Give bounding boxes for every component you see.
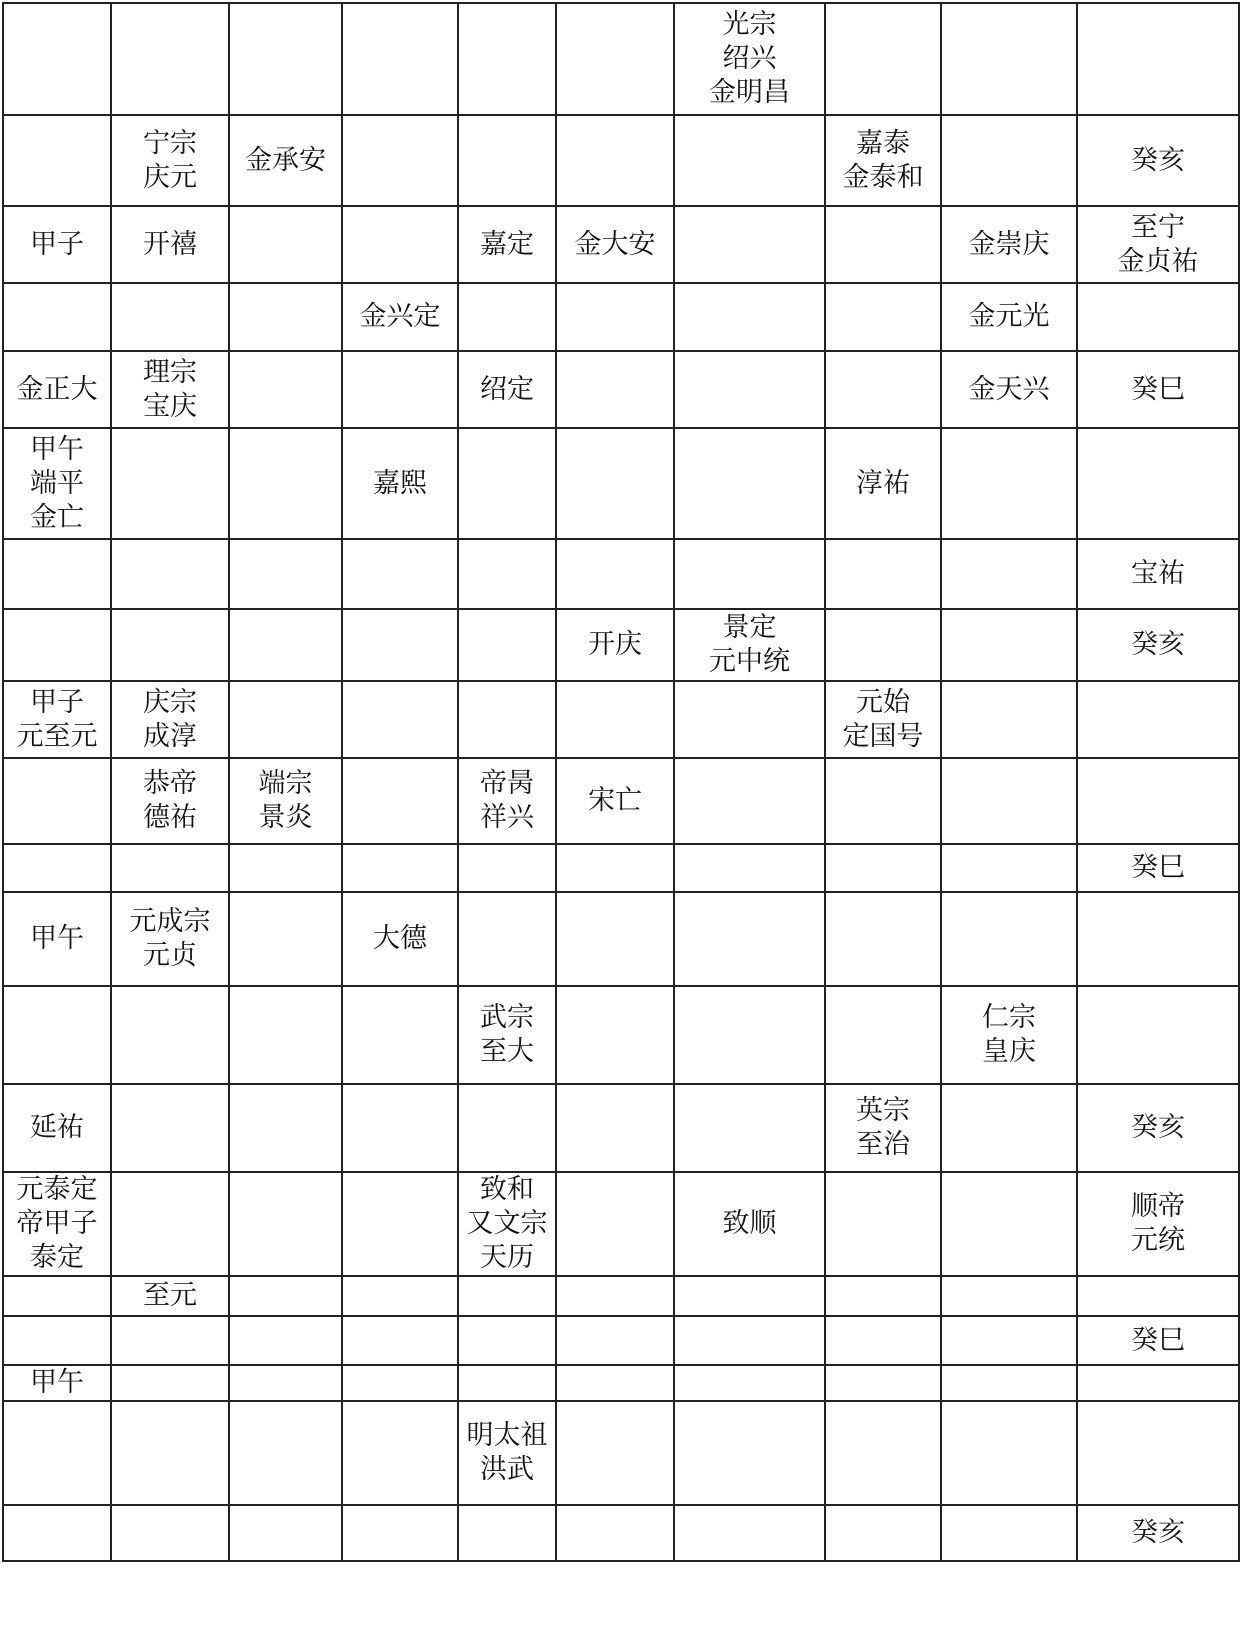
table-cell	[3, 283, 111, 351]
table-cell	[674, 681, 825, 758]
table-cell	[941, 539, 1077, 609]
table-cell	[556, 1276, 674, 1316]
table-cell	[111, 283, 229, 351]
table-cell	[825, 351, 941, 428]
table-cell	[674, 428, 825, 539]
table-cell	[674, 1084, 825, 1172]
table-cell	[556, 1084, 674, 1172]
table-row	[3, 758, 1239, 844]
table-cell	[342, 1316, 458, 1365]
table-cell: 淳祐	[825, 428, 941, 539]
table-cell: 元泰定 帝甲子 泰定	[3, 1172, 111, 1276]
table-cell	[3, 3, 111, 115]
table-cell: 金元光	[941, 283, 1077, 351]
table-cell	[825, 609, 941, 681]
table-row	[3, 1276, 1239, 1316]
table-row	[3, 892, 1239, 986]
table-cell	[825, 758, 941, 844]
table-row	[3, 1172, 1239, 1276]
table-cell	[941, 1316, 1077, 1365]
table-cell	[229, 206, 342, 283]
table-cell	[229, 844, 342, 892]
table-cell	[674, 1401, 825, 1505]
table-cell: 金大安	[556, 206, 674, 283]
table-cell	[825, 1276, 941, 1316]
table-cell: 宁宗 庆元	[111, 115, 229, 206]
table-cell	[825, 283, 941, 351]
table-cell: 甲子	[3, 206, 111, 283]
table-cell	[3, 539, 111, 609]
table-cell	[229, 1084, 342, 1172]
table-cell	[556, 892, 674, 986]
table-cell	[674, 1316, 825, 1365]
table-cell	[458, 892, 556, 986]
table-cell: 仁宗 皇庆	[941, 986, 1077, 1084]
table-cell	[941, 1172, 1077, 1276]
table-cell	[458, 681, 556, 758]
table-row	[3, 3, 1239, 115]
table-row	[3, 351, 1239, 428]
table-cell	[229, 283, 342, 351]
table-row	[3, 283, 1239, 351]
table-cell	[556, 351, 674, 428]
table-cell	[825, 1316, 941, 1365]
table-cell: 绍定	[458, 351, 556, 428]
table-cell	[556, 1505, 674, 1561]
table-cell	[229, 1365, 342, 1401]
table-cell	[342, 115, 458, 206]
table-cell	[1077, 1276, 1239, 1316]
table-row	[3, 539, 1239, 609]
table-cell	[1077, 892, 1239, 986]
table-cell: 明太祖 洪武	[458, 1401, 556, 1505]
table-cell	[111, 986, 229, 1084]
table-cell	[556, 1172, 674, 1276]
table-cell: 甲午	[3, 1365, 111, 1401]
table-cell	[674, 758, 825, 844]
table-cell	[342, 206, 458, 283]
table-cell	[458, 609, 556, 681]
table-cell	[1077, 758, 1239, 844]
table-cell	[342, 1505, 458, 1561]
table-cell	[674, 892, 825, 986]
table-cell: 至宁 金贞祐	[1077, 206, 1239, 283]
table-cell: 甲子 元至元	[3, 681, 111, 758]
table-cell	[825, 1401, 941, 1505]
table-cell: 癸亥	[1077, 1084, 1239, 1172]
table-cell	[3, 1276, 111, 1316]
table-cell	[458, 3, 556, 115]
table-cell	[458, 539, 556, 609]
table-cell	[1077, 986, 1239, 1084]
table-cell	[458, 1505, 556, 1561]
table-row	[3, 1401, 1239, 1505]
table-cell: 金正大	[3, 351, 111, 428]
table-cell	[342, 681, 458, 758]
table-cell	[111, 1172, 229, 1276]
table-cell: 至元	[111, 1276, 229, 1316]
table-cell	[825, 1365, 941, 1401]
table-cell	[1077, 283, 1239, 351]
table-cell: 庆宗 成淳	[111, 681, 229, 758]
table-cell: 光宗 绍兴 金明昌	[674, 3, 825, 115]
table-row	[3, 115, 1239, 206]
table-cell	[3, 1401, 111, 1505]
table-cell: 端宗 景炎	[229, 758, 342, 844]
table-cell	[3, 844, 111, 892]
table-cell	[674, 351, 825, 428]
table-cell	[342, 1401, 458, 1505]
table-cell	[556, 844, 674, 892]
table-cell	[674, 539, 825, 609]
table-cell	[941, 681, 1077, 758]
table-cell: 宝祐	[1077, 539, 1239, 609]
table-cell	[458, 428, 556, 539]
table-row	[3, 1365, 1239, 1401]
table-cell	[1077, 428, 1239, 539]
table-cell	[556, 3, 674, 115]
table-cell	[229, 1316, 342, 1365]
table-cell: 甲午	[3, 892, 111, 986]
table-cell: 嘉泰 金泰和	[825, 115, 941, 206]
table-cell	[342, 1276, 458, 1316]
table-cell	[342, 844, 458, 892]
table-cell	[342, 609, 458, 681]
table-cell	[556, 428, 674, 539]
table-cell	[458, 1276, 556, 1316]
table-cell	[941, 892, 1077, 986]
table-row	[3, 428, 1239, 539]
table-cell	[111, 539, 229, 609]
table-cell	[825, 1505, 941, 1561]
table-row	[3, 1316, 1239, 1365]
table-cell	[111, 1401, 229, 1505]
table-cell: 恭帝 德祐	[111, 758, 229, 844]
table-cell	[941, 844, 1077, 892]
table-cell	[229, 986, 342, 1084]
table-cell: 癸巳	[1077, 844, 1239, 892]
table-cell	[458, 283, 556, 351]
table-cell: 致和 又文宗 天历	[458, 1172, 556, 1276]
table-cell	[1077, 3, 1239, 115]
table-cell	[111, 1316, 229, 1365]
table-cell	[825, 892, 941, 986]
table-cell	[458, 1316, 556, 1365]
table-cell	[674, 844, 825, 892]
table-cell	[229, 539, 342, 609]
table-row	[3, 844, 1239, 892]
table-cell	[674, 1276, 825, 1316]
table-cell: 顺帝 元统	[1077, 1172, 1239, 1276]
table-cell	[941, 115, 1077, 206]
table-cell	[229, 609, 342, 681]
table-cell	[342, 1172, 458, 1276]
table-cell	[111, 1505, 229, 1561]
table-cell	[825, 986, 941, 1084]
table-cell	[111, 1365, 229, 1401]
table-row	[3, 609, 1239, 681]
table-cell	[3, 1505, 111, 1561]
reign-era-table	[2, 2, 1240, 1562]
table-cell	[229, 681, 342, 758]
table-cell	[229, 892, 342, 986]
table-cell: 甲午 端平 金亡	[3, 428, 111, 539]
table-cell	[556, 1401, 674, 1505]
table-cell	[3, 986, 111, 1084]
table-cell	[556, 283, 674, 351]
table-cell	[229, 428, 342, 539]
table-cell: 癸亥	[1077, 1505, 1239, 1561]
table-cell	[556, 539, 674, 609]
table-cell	[941, 609, 1077, 681]
table-cell: 宋亡	[556, 758, 674, 844]
table-cell	[342, 539, 458, 609]
table-cell: 元成宗 元贞	[111, 892, 229, 986]
table-cell: 武宗 至大	[458, 986, 556, 1084]
table-cell	[556, 115, 674, 206]
table-cell	[674, 115, 825, 206]
table-cell	[556, 1365, 674, 1401]
table-cell: 致顺	[674, 1172, 825, 1276]
table-cell	[674, 1365, 825, 1401]
table-cell: 延祐	[3, 1084, 111, 1172]
table-cell	[674, 283, 825, 351]
table-cell: 开庆	[556, 609, 674, 681]
table-cell	[941, 1505, 1077, 1561]
table-cell: 景定 元中统	[674, 609, 825, 681]
table-row	[3, 681, 1239, 758]
table-cell	[111, 609, 229, 681]
table-cell	[941, 1276, 1077, 1316]
table-cell	[229, 1505, 342, 1561]
table-cell	[825, 3, 941, 115]
table-cell	[111, 3, 229, 115]
table-cell	[556, 986, 674, 1084]
table-cell	[674, 1505, 825, 1561]
table-row	[3, 1084, 1239, 1172]
table-row	[3, 1505, 1239, 1561]
table-cell	[3, 1316, 111, 1365]
table-cell: 嘉熙	[342, 428, 458, 539]
table-cell	[342, 1365, 458, 1401]
table-row	[3, 986, 1239, 1084]
table-cell	[674, 206, 825, 283]
table-cell	[229, 351, 342, 428]
table-cell: 英宗 至治	[825, 1084, 941, 1172]
table-cell	[941, 428, 1077, 539]
table-cell	[229, 1276, 342, 1316]
table-cell: 金承安	[229, 115, 342, 206]
table-cell	[458, 115, 556, 206]
table-cell: 帝昺 祥兴	[458, 758, 556, 844]
table-cell	[458, 1084, 556, 1172]
table-row	[3, 206, 1239, 283]
table-cell	[111, 844, 229, 892]
table-cell	[1077, 681, 1239, 758]
table-cell	[556, 1316, 674, 1365]
table-cell	[825, 539, 941, 609]
table-cell: 癸亥	[1077, 609, 1239, 681]
table-cell	[458, 844, 556, 892]
table-cell: 癸巳	[1077, 351, 1239, 428]
table-cell	[229, 1172, 342, 1276]
table-cell	[674, 986, 825, 1084]
table-cell	[3, 115, 111, 206]
table-cell	[342, 3, 458, 115]
table-cell	[1077, 1401, 1239, 1505]
table-cell	[941, 1401, 1077, 1505]
table-cell	[825, 1172, 941, 1276]
table-cell	[111, 1084, 229, 1172]
table-cell	[229, 3, 342, 115]
table-cell	[1077, 1365, 1239, 1401]
table-cell: 金崇庆	[941, 206, 1077, 283]
table-cell	[3, 609, 111, 681]
table-cell	[229, 1401, 342, 1505]
table-cell	[342, 986, 458, 1084]
table-cell	[342, 1084, 458, 1172]
table-cell	[342, 758, 458, 844]
table-cell: 金兴定	[342, 283, 458, 351]
table-body	[3, 3, 1239, 1561]
table-cell: 嘉定	[458, 206, 556, 283]
table-cell: 大德	[342, 892, 458, 986]
table-cell: 金天兴	[941, 351, 1077, 428]
table-cell	[941, 1365, 1077, 1401]
table-cell	[111, 428, 229, 539]
table-cell	[941, 3, 1077, 115]
table-cell	[3, 758, 111, 844]
table-cell: 开禧	[111, 206, 229, 283]
table-cell: 元始 定国号	[825, 681, 941, 758]
table-cell	[825, 844, 941, 892]
table-cell	[458, 1365, 556, 1401]
table-cell: 癸巳	[1077, 1316, 1239, 1365]
table-cell	[342, 351, 458, 428]
table-cell	[941, 1084, 1077, 1172]
table-cell	[825, 206, 941, 283]
table-cell	[556, 681, 674, 758]
table-cell: 癸亥	[1077, 115, 1239, 206]
table-cell	[941, 758, 1077, 844]
table-cell: 理宗 宝庆	[111, 351, 229, 428]
